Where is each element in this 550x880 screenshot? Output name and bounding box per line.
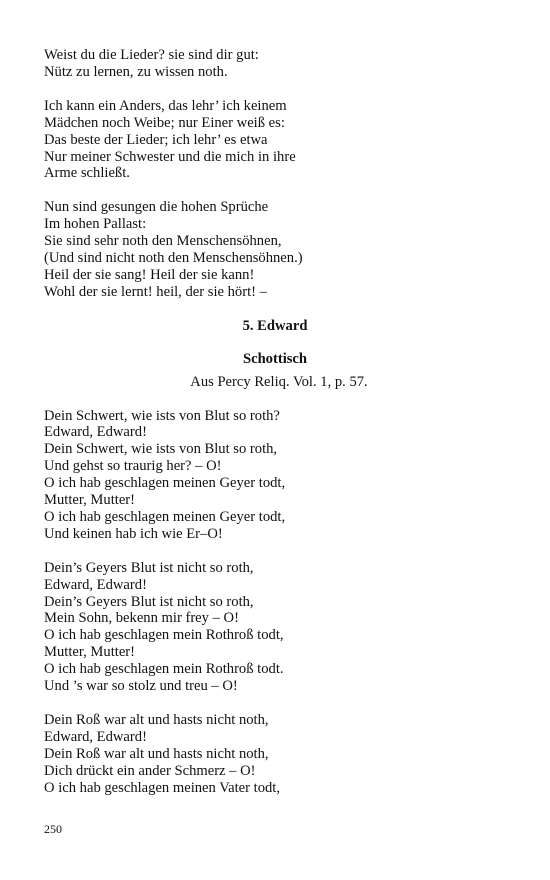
verse-line: Das beste der Lieder; ich lehr’ es etwa [44,131,268,148]
verse-line: Dich drückt ein ander Schmerz – O! [44,762,256,779]
stanza [44,98,506,183]
verse-line: Nur meiner Schwester und die mich in ihre [44,148,296,165]
verse-line: Dein’s Geyers Blut ist nicht so roth, [44,593,254,610]
verse-line: O ich hab geschlagen meinen Vater todt, [44,779,280,796]
verse-line: Ich kann ein Anders, das lehr’ ich keinem [44,97,287,114]
verse-line: Und ’s war so stolz und treu – O! [44,678,238,695]
verse-section-before [44,47,506,301]
verse-line: Mutter, Mutter! [44,644,136,661]
poem-source: Aus Percy Reliq. Vol. 1, p. 57. [190,373,368,390]
verse-line: Edward, Edward! [44,576,147,593]
verse-line: Dein Schwert, wie ists von Blut so roth, [44,441,278,458]
verse-line: Dein’s Geyers Blut ist nicht so roth, [44,559,254,576]
page-number: 250 [44,822,62,836]
verse-line: Dein Roß war alt und hasts nicht noth, [44,745,269,762]
stanza [44,560,506,695]
verse-line: Und gehst so traurig her? – O! [44,458,222,475]
verse-section-after [44,408,506,797]
verse-line: Sie sind sehr noth den Menschensöhnen, [44,233,282,250]
verse-line: Mädchen noch Weibe; nur Einer weiß es: [44,114,285,131]
verse-line: O ich hab geschlagen mein Rothroß todt, [44,627,284,644]
poem-heading [44,318,506,391]
stanza [44,199,506,300]
verse-line: Im hohen Pallast: [44,216,147,233]
verse-line: Weist du die Lieder? sie sind dir gut: [44,47,259,63]
verse-line: O ich hab geschlagen meinen Geyer todt, [44,475,286,492]
verse-line: Mutter, Mutter! [44,492,136,509]
verse-line: Nun sind gesungen die hohen Sprüche [44,199,269,216]
page-content [44,47,506,814]
stanza [44,408,506,543]
verse-line: Und keinen hab ich wie Er–O! [44,525,223,542]
verse-line: Edward, Edward! [44,424,147,441]
verse-line: Mein Sohn, bekenn mir frey – O! [44,610,239,627]
stanza [44,712,506,797]
verse-line: (Und sind nicht noth den Menschensöhnen.) [44,250,303,267]
verse-line: Dein Schwert, wie ists von Blut so roth? [44,407,280,424]
poem-title: 5. Edward [242,317,308,334]
verse-line: Arme schließt. [44,165,130,182]
verse-line: Wohl der sie lernt! heil, der sie hört! – [44,283,267,300]
poem-subtitle: Schottisch [242,350,308,367]
verse-line: O ich hab geschlagen meinen Geyer todt, [44,508,286,525]
verse-line: O ich hab geschlagen mein Rothroß todt. [44,661,284,678]
verse-line: Nütz zu lernen, zu wissen noth. [44,63,228,80]
verse-line: Edward, Edward! [44,728,147,745]
stanza [44,47,506,81]
verse-line: Heil der sie sang! Heil der sie kann! [44,266,255,283]
verse-line: Dein Roß war alt und hasts nicht noth, [44,712,269,728]
